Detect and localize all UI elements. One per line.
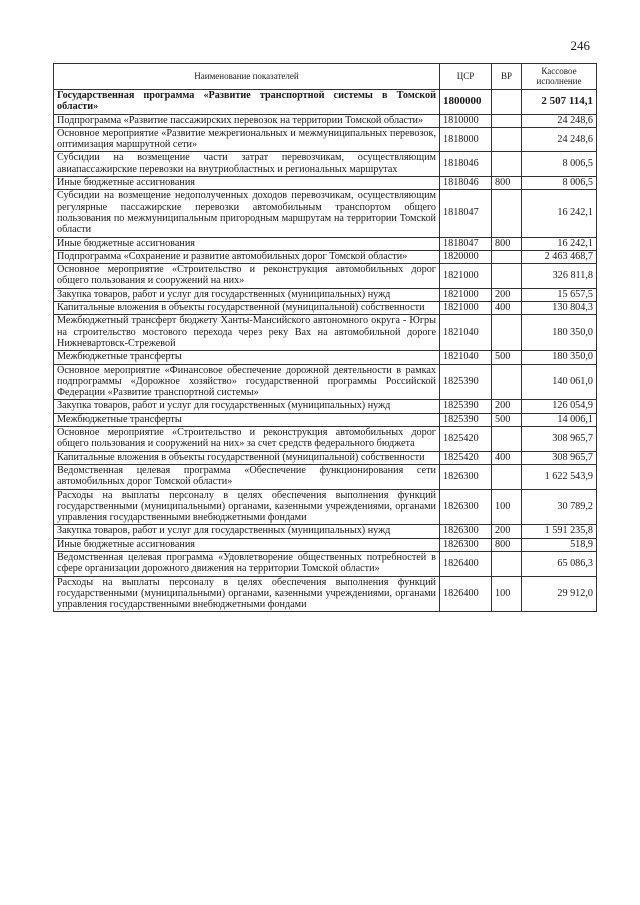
row-csr: 1821000 [440, 264, 492, 289]
row-csr: 1818046 [440, 177, 492, 190]
table-row [54, 538, 597, 551]
row-name: Подпрограмма «Развитие пассажирских перевозок на территории Томской области» [54, 114, 440, 127]
row-name: Государственная программа «Развитие транспортной системы в Томской области» [54, 90, 440, 115]
table-row [54, 525, 597, 538]
row-amount: 29 912,0 [522, 576, 597, 612]
table-row [54, 264, 597, 289]
row-amount: 518,9 [522, 538, 597, 551]
row-vr: 200 [492, 288, 522, 301]
table-row [54, 90, 597, 115]
row-csr: 1821040 [440, 315, 492, 351]
row-name: Капитальные вложения в объекты государственной (муниципальной) собственности [54, 302, 440, 315]
row-name: Ведомственная целевая программа «Обеспечение функционирования сети автомобильных дорог Томской области» [54, 464, 440, 489]
header-name: Наименование показателей [54, 64, 440, 90]
row-amount: 180 350,0 [522, 315, 597, 351]
row-csr: 1818046 [440, 152, 492, 177]
row-csr: 1821000 [440, 302, 492, 315]
row-name: Субсидии на возмещение недополученных доходов перевозчикам, осуществляющим регулярные пассажирские перевозки автомобильным транспортом общего пользования по межмуниципальным пригородным маршрутам на территории Томской области [54, 190, 440, 237]
row-amount: 1 622 543,9 [522, 464, 597, 489]
row-amount: 16 242,1 [522, 237, 597, 250]
row-amount: 65 086,3 [522, 551, 597, 576]
row-name: Иные бюджетные ассигнования [54, 237, 440, 250]
table-row [54, 250, 597, 263]
table-row [54, 551, 597, 576]
row-name: Основное мероприятие «Строительство и реконструкция автомобильных дорог общего пользования и сооружений на них» [54, 264, 440, 289]
row-amount: 308 965,7 [522, 451, 597, 464]
row-vr [492, 264, 522, 289]
row-amount: 140 061,0 [522, 364, 597, 400]
row-csr: 1818047 [440, 190, 492, 237]
table-header-row [54, 64, 597, 90]
table-row [54, 190, 597, 237]
row-csr: 1821040 [440, 351, 492, 364]
row-vr [492, 190, 522, 237]
table-row [54, 302, 597, 315]
row-name: Капитальные вложения в объекты государственной (муниципальной) собственности [54, 451, 440, 464]
header-vr: ВР [492, 64, 522, 90]
row-csr: 1826300 [440, 525, 492, 538]
row-csr: 1826400 [440, 576, 492, 612]
table-row [54, 451, 597, 464]
header-amount: Кассовое исполнение [522, 64, 597, 90]
row-amount: 2 507 114,1 [522, 90, 597, 115]
row-vr: 800 [492, 538, 522, 551]
row-vr [492, 152, 522, 177]
row-csr: 1800000 [440, 90, 492, 115]
row-name: Субсидии на возмещение части затрат перевозчикам, осуществляющим авиапассажирские перевозки на внутриобластных и региональных маршрутах [54, 152, 440, 177]
row-name: Закупка товаров, работ и услуг для государственных (муниципальных) нужд [54, 288, 440, 301]
row-name: Подпрограмма «Сохранение и развитие автомобильных дорог Томской области» [54, 250, 440, 263]
row-vr [492, 127, 522, 152]
row-amount: 326 811,8 [522, 264, 597, 289]
table-row [54, 464, 597, 489]
row-csr: 1826300 [440, 464, 492, 489]
table-row [54, 237, 597, 250]
table-row [54, 152, 597, 177]
row-amount: 308 965,7 [522, 427, 597, 452]
row-csr: 1818047 [440, 237, 492, 250]
row-vr: 800 [492, 237, 522, 250]
row-name: Основное мероприятие «Финансовое обеспечение дорожной деятельности в рамках подпрограммы «Дорожное хозяйство» государственной программы Российской Федерации «Развитие транспортной системы» [54, 364, 440, 400]
row-amount: 8 006,5 [522, 152, 597, 177]
table-row [54, 127, 597, 152]
row-vr: 800 [492, 177, 522, 190]
row-name: Межбюджетный трансферт бюджету Ханты-Мансийского автономного округа - Югры на строительство мостового перехода через реку Вах на автомобильной дороге Нижневартовск-Стрежевой [54, 315, 440, 351]
row-amount: 14 006,1 [522, 413, 597, 426]
row-amount: 24 248,6 [522, 114, 597, 127]
row-vr: 400 [492, 451, 522, 464]
row-csr: 1810000 [440, 114, 492, 127]
budget-execution-table [53, 63, 597, 612]
row-name: Иные бюджетные ассигнования [54, 538, 440, 551]
header-csr: ЦСР [440, 64, 492, 90]
row-name: Основное мероприятие «Строительство и реконструкция автомобильных дорог общего пользования и сооружений на них» за счет средств федерального бюджета [54, 427, 440, 452]
row-vr: 200 [492, 400, 522, 413]
row-csr: 1826300 [440, 489, 492, 525]
row-vr [492, 364, 522, 400]
row-vr: 100 [492, 489, 522, 525]
table-row [54, 413, 597, 426]
row-csr: 1826300 [440, 538, 492, 551]
table-row [54, 576, 597, 612]
row-amount: 24 248,6 [522, 127, 597, 152]
row-vr: 500 [492, 351, 522, 364]
table-row [54, 114, 597, 127]
row-vr [492, 551, 522, 576]
row-vr: 400 [492, 302, 522, 315]
row-name: Межбюджетные трансферты [54, 413, 440, 426]
table-row [54, 315, 597, 351]
table-row [54, 177, 597, 190]
row-name: Расходы на выплаты персоналу в целях обеспечения выполнения функций государственными (муниципальными) органами, казенными учреждениями, органами управления государственными внебюджетными фондами [54, 489, 440, 525]
row-vr [492, 114, 522, 127]
row-amount: 2 463 468,7 [522, 250, 597, 263]
row-vr [492, 250, 522, 263]
row-csr: 1825420 [440, 427, 492, 452]
row-amount: 180 350,0 [522, 351, 597, 364]
row-vr [492, 90, 522, 115]
row-amount: 30 789,2 [522, 489, 597, 525]
row-name: Закупка товаров, работ и услуг для государственных (муниципальных) нужд [54, 400, 440, 413]
row-csr: 1825420 [440, 451, 492, 464]
row-amount: 15 657,5 [522, 288, 597, 301]
table-row [54, 351, 597, 364]
row-vr: 200 [492, 525, 522, 538]
row-name: Ведомственная целевая программа «Удовлетворение общественных потребностей в сфере организации дорожного движения на территории Томской области» [54, 551, 440, 576]
row-amount: 16 242,1 [522, 190, 597, 237]
row-csr: 1821000 [440, 288, 492, 301]
row-csr: 1818000 [440, 127, 492, 152]
row-name: Межбюджетные трансферты [54, 351, 440, 364]
table-row [54, 400, 597, 413]
row-vr [492, 464, 522, 489]
row-name: Расходы на выплаты персоналу в целях обеспечения выполнения функций государственными (муниципальными) органами, казенными учреждениями, органами управления государственными внебюджетными фондами [54, 576, 440, 612]
row-csr: 1825390 [440, 364, 492, 400]
row-vr: 100 [492, 576, 522, 612]
page-number: 246 [570, 38, 590, 53]
row-name: Закупка товаров, работ и услуг для государственных (муниципальных) нужд [54, 525, 440, 538]
row-csr: 1825390 [440, 413, 492, 426]
table-row [54, 427, 597, 452]
row-name: Иные бюджетные ассигнования [54, 177, 440, 190]
row-amount: 1 591 235,8 [522, 525, 597, 538]
table-row [54, 489, 597, 525]
row-vr [492, 427, 522, 452]
row-csr: 1820000 [440, 250, 492, 263]
table-row [54, 364, 597, 400]
row-amount: 130 804,3 [522, 302, 597, 315]
row-amount: 126 054,9 [522, 400, 597, 413]
table-body [54, 90, 597, 612]
row-csr: 1825390 [440, 400, 492, 413]
row-vr [492, 315, 522, 351]
row-amount: 8 006,5 [522, 177, 597, 190]
row-name: Основное мероприятие «Развитие межрегиональных и межмуниципальных перевозок, оптимизация маршрутной сети» [54, 127, 440, 152]
row-csr: 1826400 [440, 551, 492, 576]
row-vr: 500 [492, 413, 522, 426]
table-row [54, 288, 597, 301]
